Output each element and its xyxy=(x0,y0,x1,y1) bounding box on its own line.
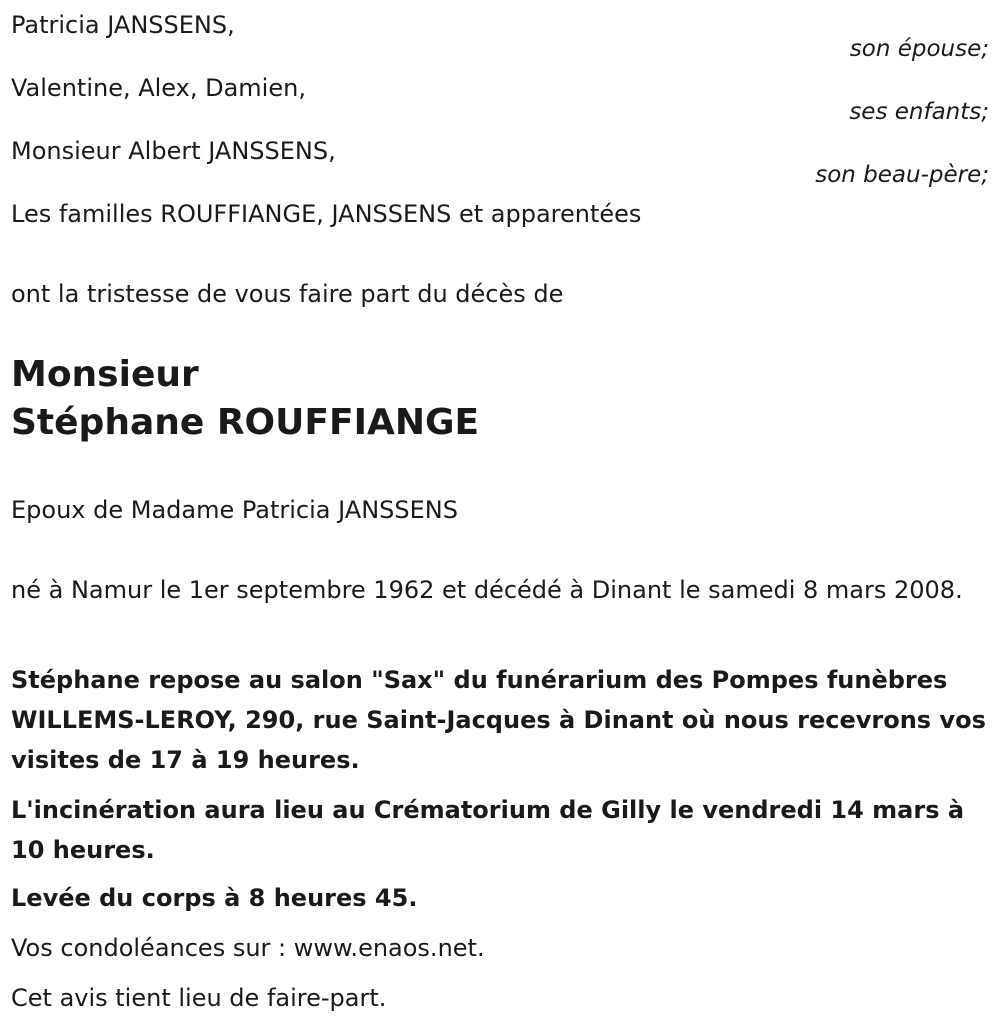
levee-details: Levée du corps à 8 heures 45. xyxy=(11,884,418,912)
relation-father-in-law: son beau-père; xyxy=(815,162,989,188)
cremation-details: L'incinération aura lieu au Crématorium de Gilly le vendredi 14 mars à 10 heures. xyxy=(11,796,965,864)
relation-children: ses enfants; xyxy=(849,99,989,125)
deceased-title: Monsieur xyxy=(11,354,199,395)
family-member-father-in-law: Monsieur Albert JANSSENS, xyxy=(11,137,336,165)
family-member-children: Valentine, Alex, Damien, xyxy=(11,74,306,102)
visitation-details: Stéphane repose au salon "Sax" du funérarium des Pompes funèbres WILLEMS-LEROY, 290, rue Saint-Jacques à Dinant où nous recevrons vos visites de 17 à 19 heures. xyxy=(11,666,986,774)
family-member-spouse: Patricia JANSSENS, xyxy=(11,11,235,39)
announcement-text: ont la tristesse de vous faire part du décès de xyxy=(11,280,564,308)
deceased-name: Stéphane ROUFFIANGE xyxy=(11,402,480,443)
relation-spouse: son épouse; xyxy=(849,36,989,62)
spouse-line: Epoux de Madame Patricia JANSSENS xyxy=(11,496,458,524)
notice-line: Cet avis tient lieu de faire-part. xyxy=(11,984,387,1012)
family-member-families: Les familles ROUFFIANGE, JANSSENS et apparentées xyxy=(11,200,642,228)
condolences-line: Vos condoléances sur : www.enaos.net. xyxy=(11,934,485,962)
birth-death-details: né à Namur le 1er septembre 1962 et décédé à Dinant le samedi 8 mars 2008. xyxy=(11,576,963,604)
